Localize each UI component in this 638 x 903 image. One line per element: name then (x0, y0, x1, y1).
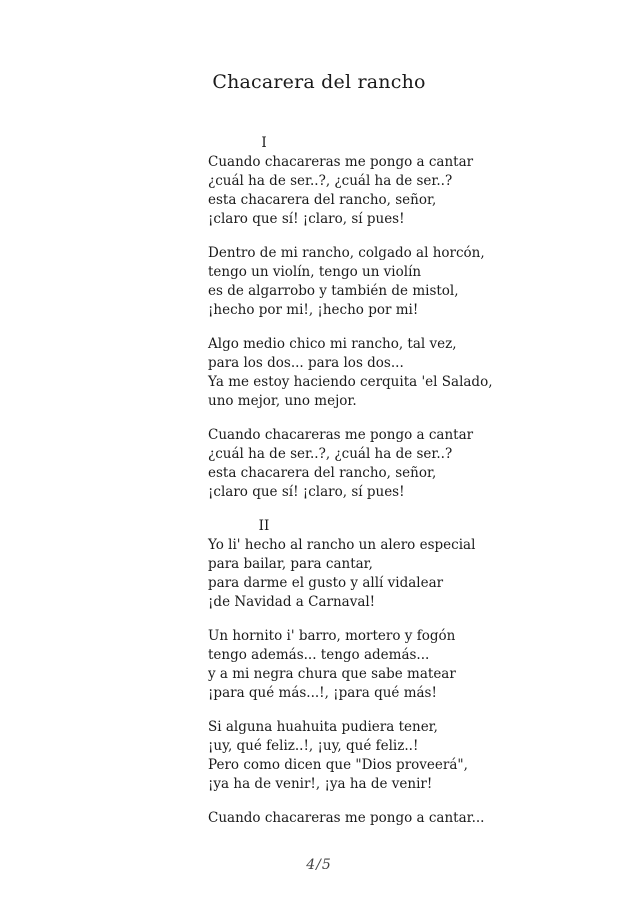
verse-line: ¡hecho por mi!, ¡hecho por mi! (208, 302, 419, 318)
verse-line: es de algarrobo y también de mistol, (208, 283, 459, 299)
verse-line: y a mi negra chura que sabe matear (208, 666, 456, 682)
section-2 (208, 517, 508, 828)
stanza (208, 244, 508, 320)
verse-line: Si alguna huahuita pudiera tener, (208, 719, 438, 735)
verse-line: Cuando chacareras me pongo a cantar (208, 427, 474, 443)
stanza (208, 335, 508, 411)
page-title: Chacarera del rancho (212, 71, 426, 93)
stanza (208, 627, 508, 703)
verse-line: ¡para qué más...!, ¡para qué más! (208, 685, 437, 701)
stanza (208, 153, 508, 229)
verse-line: Cuando chacareras me pongo a cantar (208, 154, 474, 170)
section-marker: II (258, 518, 270, 534)
verse-line: Pero como dicen que "Dios proveerá", (208, 757, 468, 773)
verse-line: para darme el gusto y allí vidalear (208, 575, 444, 591)
verse-line: para bailar, para cantar, (208, 556, 373, 572)
verse-line: tengo un violín, tengo un violín (208, 264, 422, 280)
verse-line: uno mejor, uno mejor. (208, 393, 357, 409)
verse-line: ¿cuál ha de ser..?, ¿cuál ha de ser..? (208, 173, 453, 189)
verse-line: Ya me estoy haciendo cerquita 'el Salado, (208, 374, 493, 390)
verse-line: tengo además... tengo además... (208, 647, 430, 663)
verse-line: esta chacarera del rancho, señor, (208, 192, 437, 208)
stanza (208, 426, 508, 502)
verse-line: Dentro de mi rancho, colgado al horcón, (208, 245, 485, 261)
verse-line: ¡claro que sí! ¡claro, sí pues! (208, 211, 405, 227)
verse-line: Cuando chacareras me pongo a cantar... (208, 810, 485, 826)
verse-line: ¡claro que sí! ¡claro, sí pues! (208, 484, 405, 500)
verse-line: Yo li' hecho al rancho un alero especial (208, 537, 476, 553)
section-marker: I (261, 135, 267, 151)
stanza (208, 718, 508, 794)
stanza (208, 809, 508, 828)
verse-line: ¡ya ha de venir!, ¡ya ha de venir! (208, 776, 433, 792)
poem-body (208, 134, 508, 828)
verse-line: ¡de Navidad a Carnaval! (208, 594, 376, 610)
verse-line: ¡uy, qué feliz..!, ¡uy, qué feliz..! (208, 738, 419, 754)
verse-line: Algo medio chico mi rancho, tal vez, (208, 336, 457, 352)
stanza (208, 536, 508, 612)
verse-line: Un hornito i' barro, mortero y fogón (208, 628, 456, 644)
verse-line: para los dos... para los dos... (208, 355, 404, 371)
verse-line: esta chacarera del rancho, señor, (208, 465, 437, 481)
page-number: 4/5 (306, 857, 332, 873)
section-1 (208, 134, 508, 502)
verse-line: ¿cuál ha de ser..?, ¿cuál ha de ser..? (208, 446, 453, 462)
